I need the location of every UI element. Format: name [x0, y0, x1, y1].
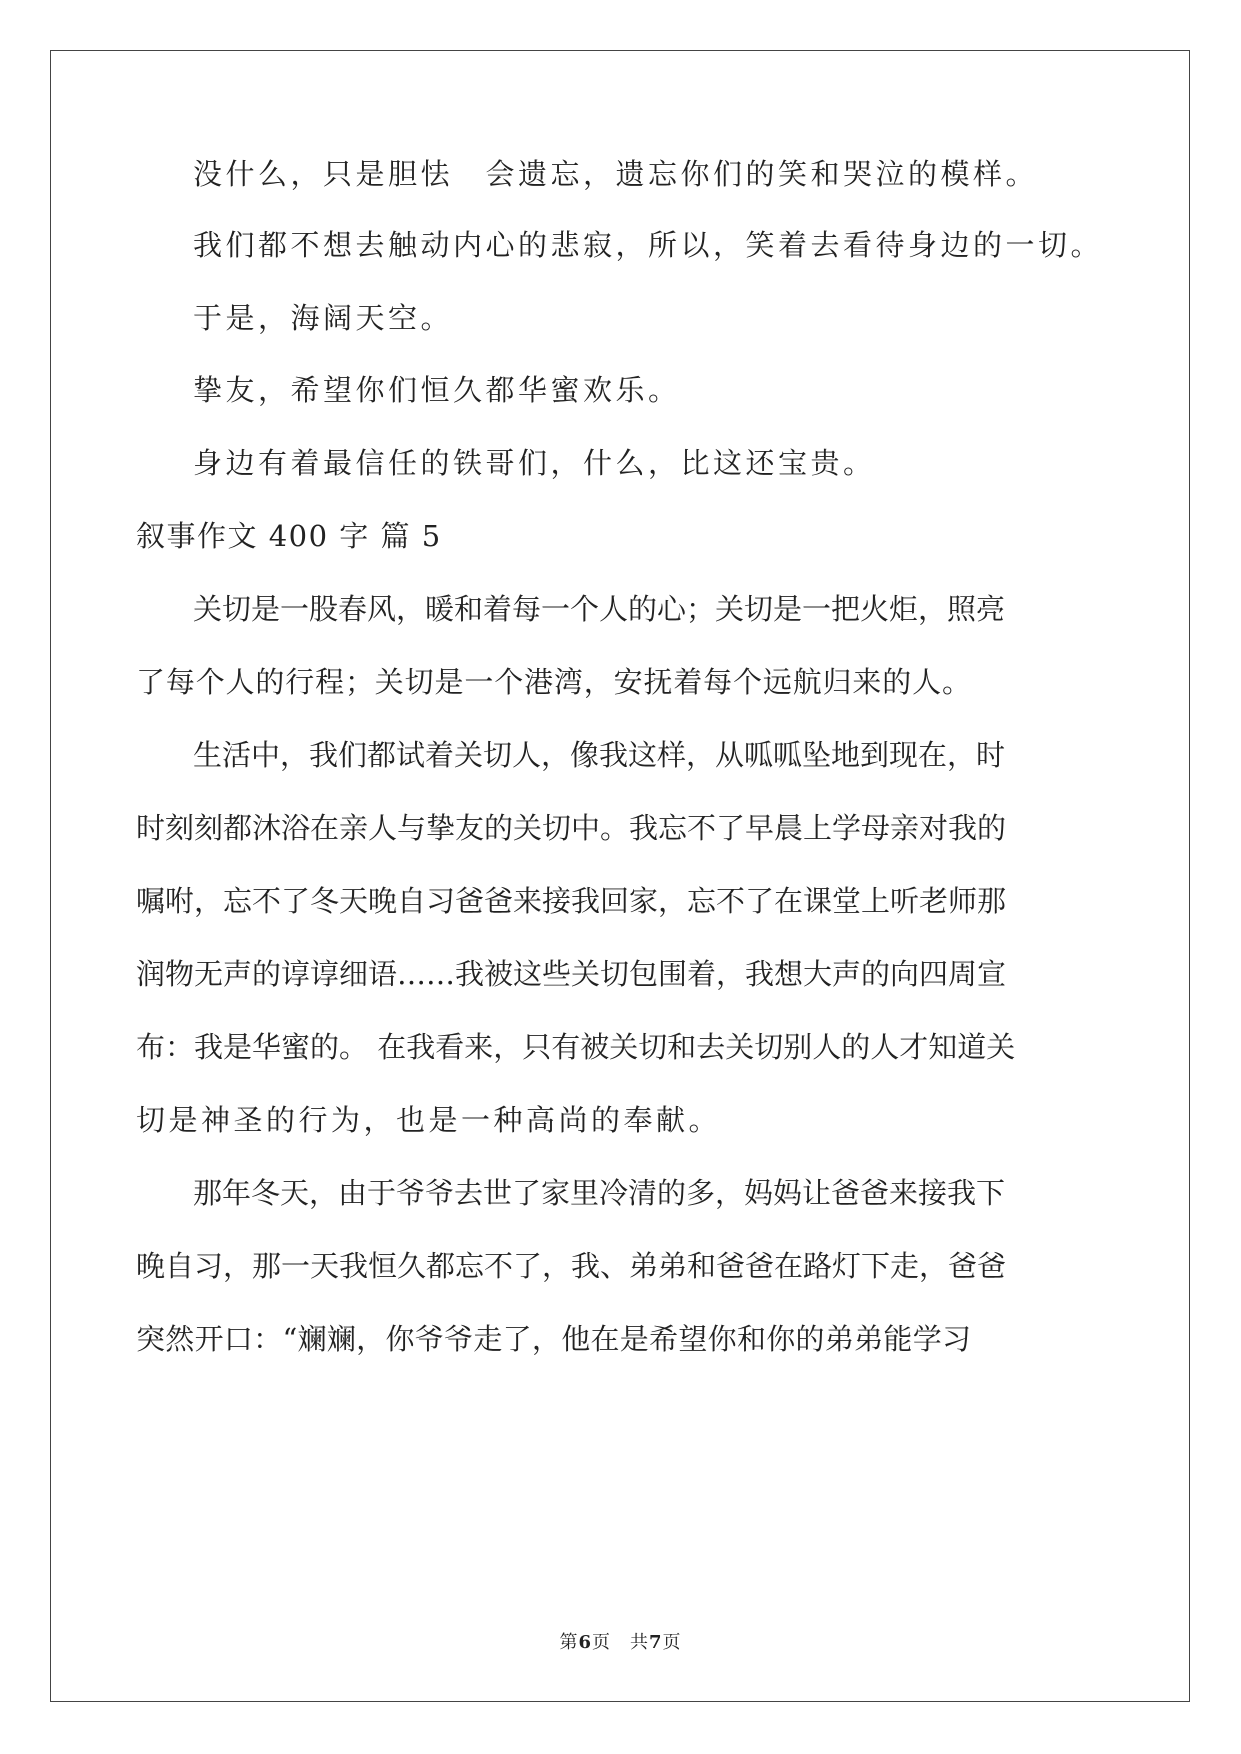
paragraph-line: 生活中，我们都试着关切人，像我这样，从呱呱坠地到现在，时: [193, 738, 1006, 772]
paragraph-line: 布：我是华蜜的。 在我看来，只有被关切和去关切别人的人才知道关: [136, 1030, 1016, 1064]
total-page-number: 7: [649, 1632, 663, 1653]
paragraph-line: 我们都不想去触动内心的悲寂，所以，笑着去看待身边的一切。: [193, 228, 1104, 262]
paragraph-line: 于是，海阔天空。: [193, 301, 454, 335]
paragraph-line: 晚自习，那一天我恒久都忘不了，我、弟弟和爸爸在路灯下走，爸爸: [136, 1249, 1007, 1283]
current-page-number: 6: [578, 1632, 592, 1653]
page-border: [50, 50, 1190, 1702]
paragraph-line: 没什么，只是胆怯 会遗忘，遗忘你们的笑和哭泣的模样。: [193, 157, 1039, 191]
paragraph-line: 切是神圣的行为，也是一种高尚的奉献。: [136, 1103, 722, 1137]
paragraph-line: 那年冬天，由于爷爷去世了家里冷清的多，妈妈让爸爸来接我下: [193, 1176, 1006, 1210]
paragraph-line: 润物无声的谆谆细语……我被这些关切包围着，我想大声的向四周宣: [136, 957, 1007, 991]
paragraph-line: 关切是一股春风，暖和着每一个人的心；关切是一把火炬，照亮: [193, 592, 1006, 626]
section-heading: 叙事作文 400 字 篇 5: [136, 519, 442, 553]
paragraph-line: 身边有着最信任的铁哥们，什么，比这还宝贵。: [193, 446, 876, 480]
footer-prefix: 第: [559, 1632, 579, 1653]
paragraph-line: 嘱咐，忘不了冬天晚自习爸爸来接我回家，忘不了在课堂上听老师那: [136, 884, 1007, 918]
paragraph-line: 时刻刻都沐浴在亲人与挚友的关切中。我忘不了早晨上学母亲对我的: [136, 811, 1007, 845]
footer-suffix: 页: [662, 1632, 682, 1653]
paragraph-line: 突然开口：“斓斓，你爷爷走了，他在是希望你和你的弟弟能学习: [136, 1322, 971, 1356]
paragraph-line: 了每个人的行程；关切是一个港湾，安抚着每个远航归来的人。: [136, 665, 971, 699]
footer-middle: 页 共: [592, 1632, 649, 1653]
page-footer: [0, 1628, 1241, 1654]
paragraph-line: 挚友，希望你们恒久都华蜜欢乐。: [193, 373, 681, 407]
